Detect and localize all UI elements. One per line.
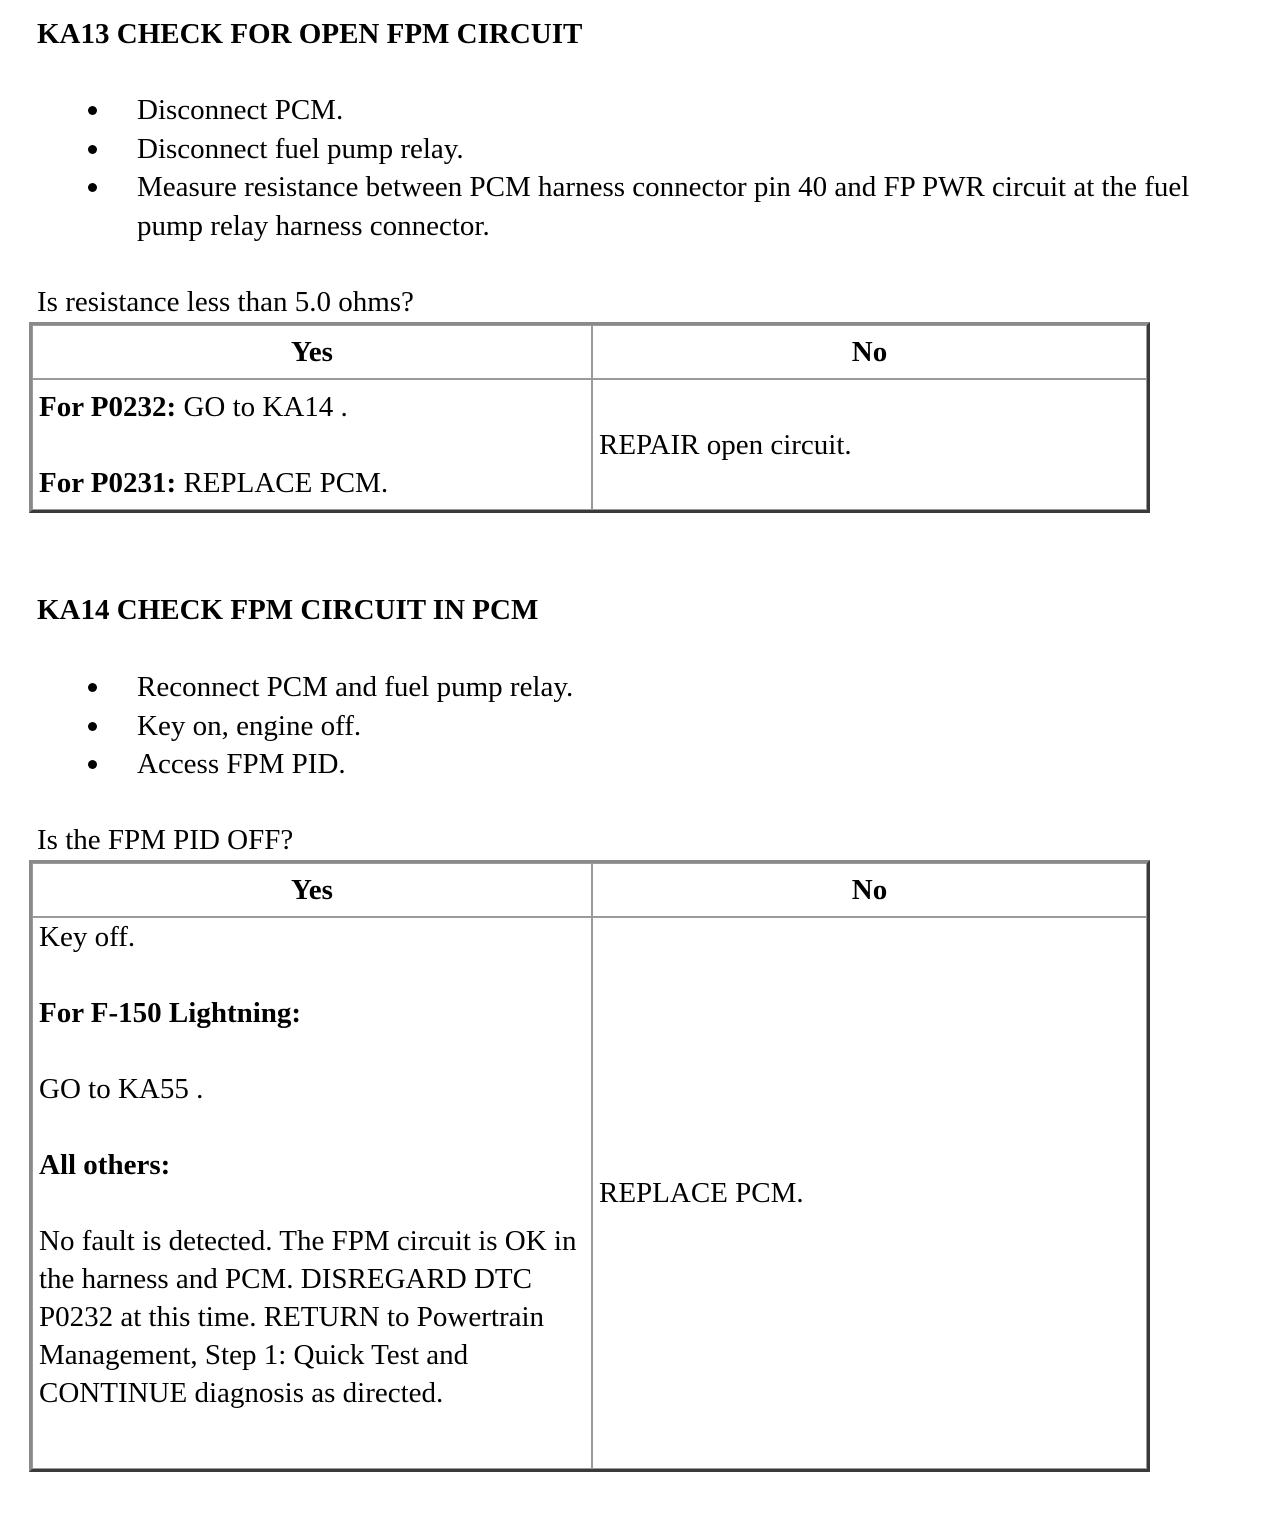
section-heading-ka14: KA14 CHECK FPM CIRCUIT IN PCM bbox=[37, 594, 539, 626]
question-ka14: Is the FPM PID OFF? bbox=[37, 824, 294, 856]
step-text: Key on, engine off. bbox=[137, 709, 362, 742]
header-no: No bbox=[592, 325, 1147, 379]
header-no: No bbox=[592, 863, 1147, 917]
table-header-row bbox=[32, 863, 1147, 917]
yes-label-lightning: For F-150 Lightning: bbox=[39, 997, 302, 1029]
option-label: For P0232: bbox=[39, 390, 177, 423]
yes-lightning-action: GO to KA55 . bbox=[39, 1073, 204, 1105]
bullet-icon bbox=[88, 183, 97, 192]
step-item bbox=[0, 168, 1264, 245]
yes-key-off: Key off. bbox=[39, 921, 136, 953]
option-action: GO to KA14 . bbox=[176, 390, 348, 423]
steps-list-ka14 bbox=[0, 668, 1264, 784]
decision-table-ka13 bbox=[29, 322, 1150, 513]
bullet-icon bbox=[88, 683, 97, 692]
yes-option-p0232 bbox=[39, 388, 585, 426]
yes-option-p0231 bbox=[39, 464, 585, 502]
yes-others-text: No fault is detected. The FPM circuit is OK in the harness and PCM. DISREGARD DTC P0232 at this time. RETURN to Powertrain Management, Step 1: Quick Test and CONTINUE diagnosis as directed. bbox=[39, 1225, 577, 1409]
step-text: Measure resistance between PCM harness connector pin 40 and FP PWR circuit at the fuel pump relay harness connector. bbox=[137, 171, 1190, 242]
option-label: For P0231: bbox=[39, 466, 177, 499]
yes-label-others: All others: bbox=[39, 1149, 171, 1181]
step-text: Disconnect PCM. bbox=[137, 94, 344, 126]
section-heading-ka13: KA13 CHECK FOR OPEN FPM CIRCUIT bbox=[37, 18, 583, 50]
bullet-icon bbox=[88, 760, 97, 769]
header-yes: Yes bbox=[32, 863, 592, 917]
step-item bbox=[0, 91, 1264, 130]
table-header-row bbox=[32, 325, 1147, 379]
step-item bbox=[0, 707, 1264, 746]
yes-cell bbox=[32, 379, 592, 510]
question-ka13: Is resistance less than 5.0 ohms? bbox=[37, 286, 414, 318]
table-row bbox=[32, 379, 1147, 510]
option-action: REPLACE PCM. bbox=[176, 466, 389, 499]
steps-list-ka13 bbox=[0, 91, 1264, 245]
step-text: Reconnect PCM and fuel pump relay. bbox=[137, 671, 574, 703]
table-row bbox=[32, 917, 1147, 1469]
step-item bbox=[0, 130, 1264, 169]
decision-table-ka14 bbox=[29, 860, 1150, 1472]
step-text: Access FPM PID. bbox=[137, 748, 346, 780]
yes-cell bbox=[32, 917, 592, 1469]
bullet-icon bbox=[88, 145, 97, 154]
bullet-icon bbox=[88, 722, 97, 731]
no-cell: REPAIR open circuit. bbox=[592, 379, 1147, 510]
bullet-icon bbox=[88, 106, 97, 115]
header-yes: Yes bbox=[32, 325, 592, 379]
no-cell: REPLACE PCM. bbox=[592, 917, 1147, 1469]
step-text: Disconnect fuel pump relay. bbox=[137, 132, 464, 165]
step-item bbox=[0, 668, 1264, 707]
step-item bbox=[0, 745, 1264, 784]
